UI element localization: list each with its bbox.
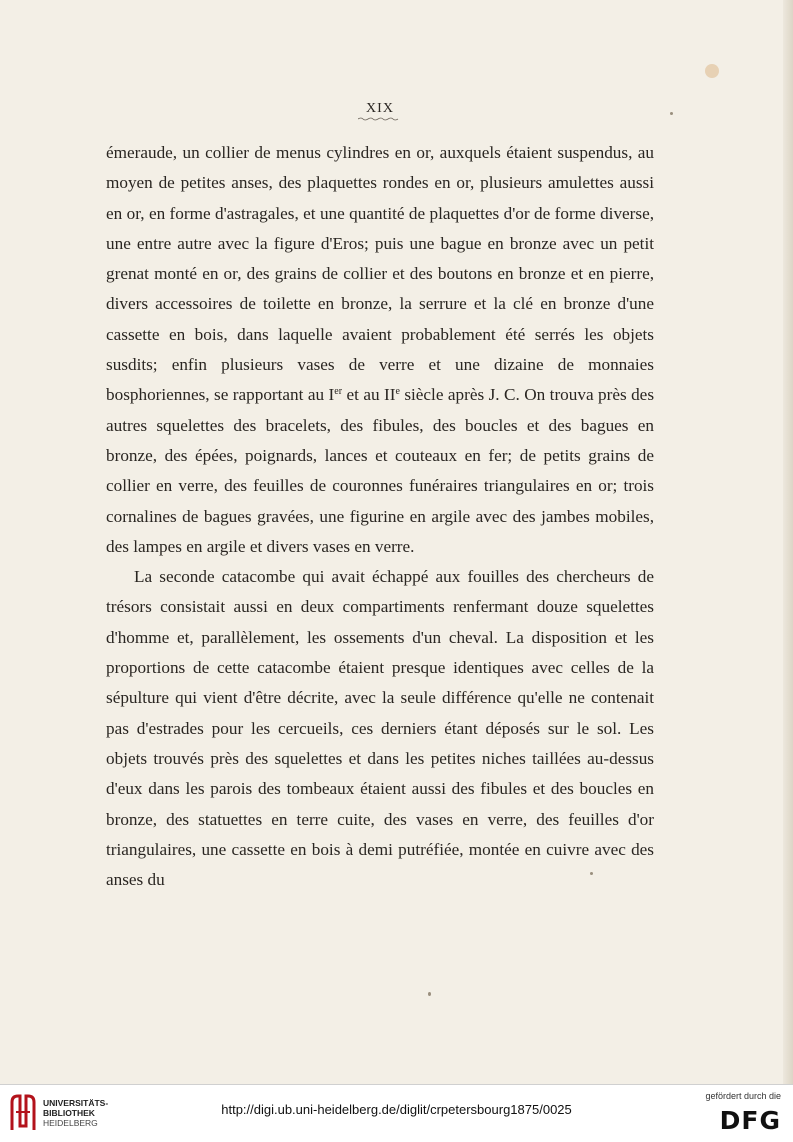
paper-speck (428, 992, 431, 996)
folio-ornament-rule (358, 117, 400, 121)
dfg-logo[interactable]: DFG (719, 1106, 781, 1135)
permalink-url[interactable]: http://digi.ub.uni-heidelberg.de/diglit/crpetersbourg1875/0025 (221, 1102, 572, 1117)
paragraph-1: émeraude, un collier de menus cylindres en or, auxquels étaient suspendus, au moyen de petites anses, des plaquettes rondes en or, plusieurs amulettes aussi en or, en forme d'astragales, et une quantité de plaquettes d'or de forme diverse, une entre autre avec la figure d'Eros; puis une bague en bronze avec un petit grenat monté en or, des grains de collier et des boutons en bronze et en pierre, divers accessoires de toilette en bronze, la serrure et la clé en bronze d'une cassette en bois, dans laquelle avaient probablement été serrés les objets susdits; enfin plusieurs vases de verre et une dizaine de monnaies bosphoriennes, se rapportant au Ier et au IIe siècle après J. C. On trouva près des autres squelettes des bracelets, des fibules, des boucles et des bagues en bronze, des épées, poignards, lances et couteaux en fer; de petits grains de collier en verre, des feuilles de couronnes funéraires triangulaires en or; trois cornalines de bagues gravées, une figurine en argile avec des jambes mobiles, des lampes en argile et divers vases en verre. (106, 143, 655, 556)
page-folio-number: XIX (366, 101, 394, 116)
body-text (106, 138, 654, 895)
paper-stain (705, 64, 719, 78)
funded-by-label: gefördert durch die (705, 1091, 781, 1101)
page-edge-shadow (783, 0, 793, 1084)
paragraph-2: La seconde catacombe qui avait échappé aux fouilles des chercheurs de trésors consistait aussi en deux compartiments renfermant douze squelettes d'homme et, parallèlement, les ossements d'un cheval. La disposition et les proportions de cette catacombe étaient presque identiques avec celles de la sépulture qui vient d'être décrite, avec la seule différence qu'elle ne contenait pas d'estrades pour les cercueils, ces derniers étant déposés sur le sol. Les objets trouvés près des squelettes et dans les petites niches taillées au-dessus d'eux dans les parois des tombeaux étaient aussi des fibules et des boucles en bronze, des statuettes en terre cuite, des vases en verre, des feuilles d'or triangulaires, une cassette en bois à demi putréfiée, montée en cuivre avec des anses du (106, 567, 654, 890)
viewer-footer (0, 1084, 793, 1142)
library-name[interactable]: UNIVERSITÄTS- BIBLIOTHEK HEIDELBERG (43, 1098, 109, 1128)
